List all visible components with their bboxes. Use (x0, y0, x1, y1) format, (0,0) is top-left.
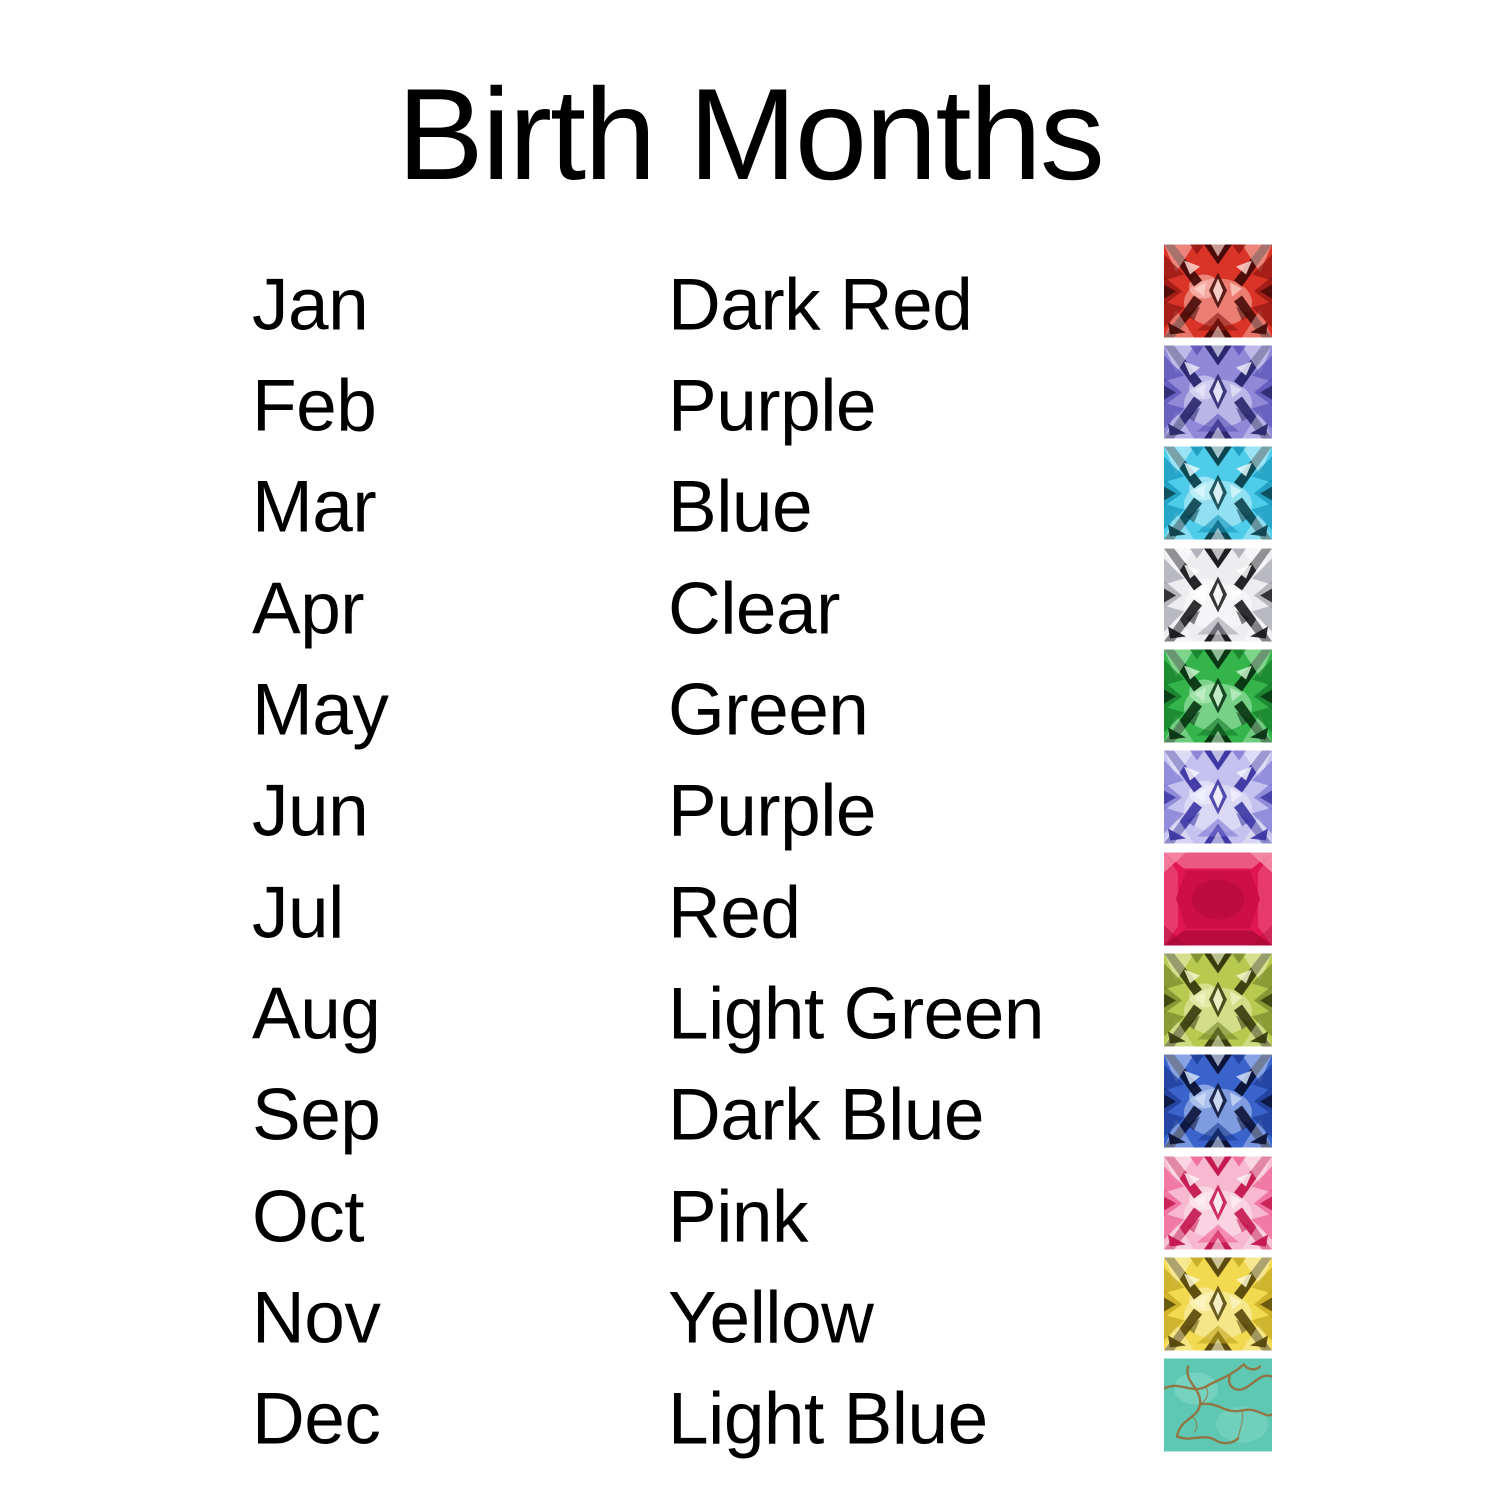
month-label: Aug (252, 973, 381, 1055)
gem-blue-icon (1164, 447, 1272, 540)
month-label: Nov (252, 1277, 381, 1359)
month-label: May (252, 669, 389, 751)
color-name-label: Purple (668, 770, 877, 852)
gem-purple-icon (1164, 345, 1272, 438)
gem-light-purple-icon (1164, 751, 1272, 844)
page-title: Birth Months (397, 61, 1103, 207)
color-name-label: Green (668, 669, 869, 751)
birthstone-row (0, 949, 1500, 1055)
birthstone-row (0, 1355, 1500, 1460)
color-name-label: Pink (668, 1175, 809, 1257)
color-name-label: Blue (668, 466, 813, 548)
birthstone-row (0, 240, 1500, 346)
birthstone-row (0, 747, 1500, 852)
birthstone-row (0, 443, 1500, 548)
month-label: Jan (252, 264, 369, 346)
month-label: Feb (252, 365, 377, 447)
month-label: Sep (252, 1074, 381, 1156)
color-name-label: Light Blue (668, 1378, 988, 1460)
birthstone-row (0, 848, 1500, 953)
gem-pink-icon (1164, 1156, 1272, 1249)
gem-green-icon (1164, 649, 1272, 742)
color-name-label: Red (668, 871, 801, 953)
color-name-label: Yellow (668, 1277, 874, 1359)
birthstone-row (0, 1253, 1500, 1359)
color-name-label: Clear (668, 568, 840, 650)
color-name-label: Light Green (668, 973, 1044, 1055)
birthstone-row (0, 1152, 1500, 1257)
birthstone-row (0, 645, 1500, 751)
color-name-label: Dark Red (668, 264, 973, 346)
birthstone-row (0, 341, 1500, 447)
month-label: Mar (252, 466, 377, 548)
color-name-label: Dark Blue (668, 1074, 985, 1156)
month-label: Jul (252, 871, 344, 953)
month-label: Apr (252, 568, 365, 650)
gem-yellow-icon (1164, 1257, 1272, 1350)
gem-clear-icon (1164, 548, 1272, 641)
gem-dark-blue-icon (1164, 1055, 1272, 1148)
gem-dark-red-icon (1164, 244, 1272, 337)
gem-light-green-icon (1164, 953, 1272, 1046)
birthstone-row (0, 544, 1500, 650)
birthstone-row (0, 1051, 1500, 1156)
birthstone-list (0, 240, 1500, 1460)
month-label: Oct (252, 1175, 365, 1257)
month-label: Jun (252, 770, 369, 852)
gem-turquoise-icon (1164, 1359, 1272, 1452)
month-label: Dec (252, 1378, 381, 1460)
color-name-label: Purple (668, 365, 877, 447)
gem-red-icon (1164, 852, 1272, 945)
